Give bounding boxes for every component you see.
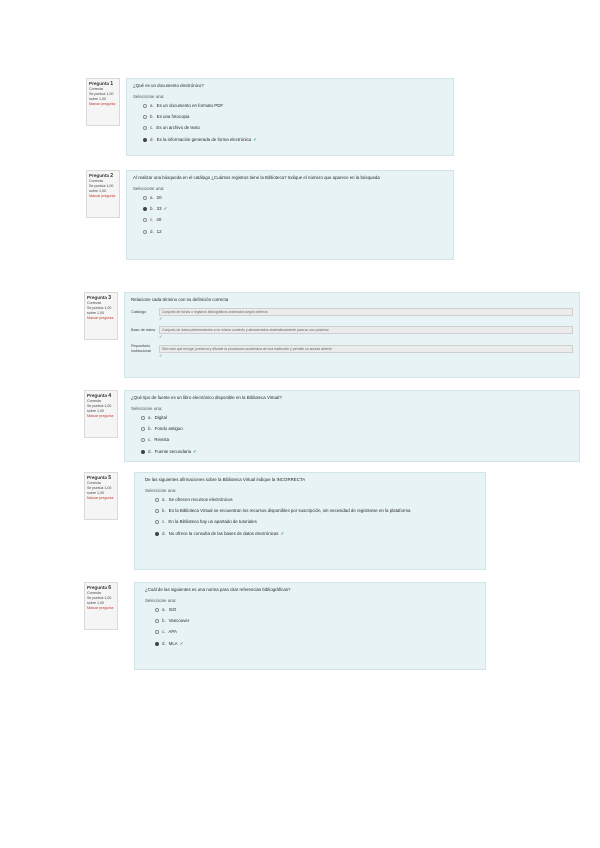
question-mark: Se puntúa 1,00 sobre 1,00 <box>87 306 112 315</box>
question-card <box>124 390 580 462</box>
question-info <box>84 292 118 340</box>
select-one-label: Seleccione una: <box>131 406 163 411</box>
question-card <box>126 78 454 156</box>
select-one-label: Seleccione una: <box>145 488 177 493</box>
select-one-label: Seleccione una: <box>145 598 177 603</box>
match-term: Repositorio institucional <box>131 344 151 353</box>
question-info <box>86 78 120 126</box>
option-c[interactable]: c. Es un archivo de texto <box>143 125 447 131</box>
option-a[interactable]: a. ISO <box>155 607 479 613</box>
match-row <box>131 326 573 334</box>
correct-check-icon: ✓ <box>253 136 257 142</box>
radio-button[interactable] <box>155 509 159 513</box>
correct-check-icon: ✓ <box>159 353 163 359</box>
option-c[interactable]: c. 40 <box>143 217 447 223</box>
radio-button[interactable] <box>143 218 147 222</box>
radio-button[interactable] <box>143 115 147 119</box>
radio-button[interactable] <box>143 126 147 130</box>
question-number: Pregunta 4 <box>87 393 112 399</box>
question-card <box>126 170 454 260</box>
option-c[interactable]: c. Revista <box>141 437 573 443</box>
question-text: Relacione cada término con su definición correcta <box>131 297 229 302</box>
correct-check-icon: ✓ <box>280 530 285 536</box>
correct-check-icon: ✓ <box>163 206 168 212</box>
question-number: Pregunta 6 <box>87 585 112 591</box>
match-row <box>131 308 573 316</box>
radio-button-selected[interactable] <box>141 450 145 454</box>
question-status: Correcta <box>87 301 101 305</box>
question-status: Correcta <box>87 399 101 403</box>
radio-button[interactable] <box>155 608 159 612</box>
radio-button[interactable] <box>141 438 145 442</box>
option-a[interactable]: a. Se ofrecen recursos electrónicos <box>155 497 479 503</box>
question-info <box>84 390 118 438</box>
flag-question-link[interactable]: Marcar pregunta <box>87 316 114 320</box>
question-info <box>84 582 118 630</box>
question-mark: Se puntúa 1,00 sobre 1,00 <box>87 596 112 605</box>
option-d[interactable]: d. Fuente secundaria ✓ <box>141 449 573 455</box>
question-text: ¿Qué es un documento electrónico? <box>133 83 204 88</box>
option-a[interactable]: a. 20 <box>143 195 447 201</box>
option-c[interactable]: c. APA <box>155 629 479 635</box>
flag-question-link[interactable]: Marcar pregunta <box>87 496 114 500</box>
radio-button[interactable] <box>155 520 159 524</box>
correct-check-icon: ✓ <box>179 640 184 646</box>
radio-button[interactable] <box>155 619 159 623</box>
radio-button-selected[interactable] <box>143 138 147 142</box>
radio-button[interactable] <box>143 230 147 234</box>
option-b[interactable]: b. Es una fotocopia <box>143 114 447 120</box>
match-select[interactable]: Conjunto de fichas o registros bibliográficos ordenados según criterios <box>159 308 573 316</box>
match-term: Base de datos <box>131 327 156 332</box>
question-status: Correcta <box>87 481 101 485</box>
question-status: Correcta <box>89 179 103 183</box>
match-select[interactable]: Conjunto de datos pertenecientes a un mismo contexto y almacenados sistemáticamente para su uso posterior <box>159 326 573 334</box>
question-text: ¿Qué tipo de fuente es un libro electrónico disponible en la Biblioteca Virtual? <box>131 395 282 400</box>
radio-button-selected[interactable] <box>155 642 159 646</box>
radio-button[interactable] <box>143 104 147 108</box>
question-mark: Se puntúa 1,00 sobre 1,00 <box>87 404 112 413</box>
correct-check-icon: ✓ <box>159 334 163 339</box>
match-term: Catálogo <box>131 309 147 314</box>
match-select[interactable]: Sitio web que recoge, preserva y difunde la producción académica de una institución y permite su acceso abierto <box>159 345 573 353</box>
option-b[interactable]: b. En la Biblioteca Virtual se encuentran los recursos disponibles por suscripción, sin necesidad de registrarse en la plataforma <box>155 508 479 514</box>
option-c[interactable]: c. En la Biblioteca hay un apartado de tutoriales <box>155 519 479 525</box>
question-status: Correcta <box>89 87 103 91</box>
question-card <box>134 582 486 670</box>
correct-check-icon: ✓ <box>193 448 197 454</box>
radio-button[interactable] <box>141 427 145 431</box>
radio-button[interactable] <box>155 630 159 634</box>
flag-question-link[interactable]: Marcar pregunta <box>89 194 116 198</box>
question-info <box>84 472 118 520</box>
select-one-label: Seleccione una: <box>133 186 165 191</box>
radio-button-selected[interactable] <box>143 207 147 211</box>
option-d[interactable]: d. Es la información generada de forma electrónica ✓ <box>143 137 447 143</box>
question-mark: Se puntúa 1,00 sobre 1,00 <box>87 486 112 495</box>
flag-question-link[interactable]: Marcar pregunta <box>87 414 114 418</box>
question-text: Al realizar una búsqueda en el catálogo ¿Cuántos registros tiene la Biblioteca? Indique el número que aparece en la búsqueda <box>133 175 380 180</box>
option-a[interactable]: a. Es un documento en formato PDF <box>143 103 447 109</box>
option-d[interactable]: d. 12 <box>143 229 447 235</box>
question-text: De las siguientes afirmaciones sobre la Biblioteca Virtual indique la INCORRECTA <box>145 477 306 482</box>
flag-question-link[interactable]: Marcar pregunta <box>89 102 116 106</box>
question-status: Correcta <box>87 591 101 595</box>
correct-check-icon: ✓ <box>159 316 163 321</box>
radio-button[interactable] <box>141 416 145 420</box>
select-one-label: Seleccione una: <box>133 94 165 99</box>
radio-button[interactable] <box>143 196 147 200</box>
option-d[interactable]: d. MLA ✓ <box>155 641 479 647</box>
question-card <box>134 472 486 570</box>
question-card <box>124 292 580 378</box>
question-number: Pregunta 2 <box>89 173 114 179</box>
option-b[interactable]: b. 33 ✓ <box>143 206 447 212</box>
option-d[interactable]: d. No ofrece la consulta de las bases de datos electrónicas ✓ <box>155 531 479 537</box>
flag-question-link[interactable]: Marcar pregunta <box>87 606 114 610</box>
radio-button[interactable] <box>155 498 159 502</box>
question-number: Pregunta 3 <box>87 295 112 301</box>
question-number: Pregunta 1 <box>89 81 114 87</box>
question-mark: Se puntúa 1,00 sobre 1,00 <box>89 92 114 101</box>
radio-button-selected[interactable] <box>155 532 159 536</box>
option-b[interactable]: b. Fondo antiguo <box>141 426 573 432</box>
match-row <box>131 344 573 353</box>
option-a[interactable]: a. Digital <box>141 415 573 421</box>
question-text: ¿Cuál de las siguientes es una norma para citar referencias bibliográficas? <box>145 587 291 592</box>
question-number: Pregunta 5 <box>87 475 112 481</box>
option-b[interactable]: b. Vancouver <box>155 618 479 624</box>
question-mark: Se puntúa 1,00 sobre 1,00 <box>89 184 114 193</box>
question-info <box>86 170 120 218</box>
